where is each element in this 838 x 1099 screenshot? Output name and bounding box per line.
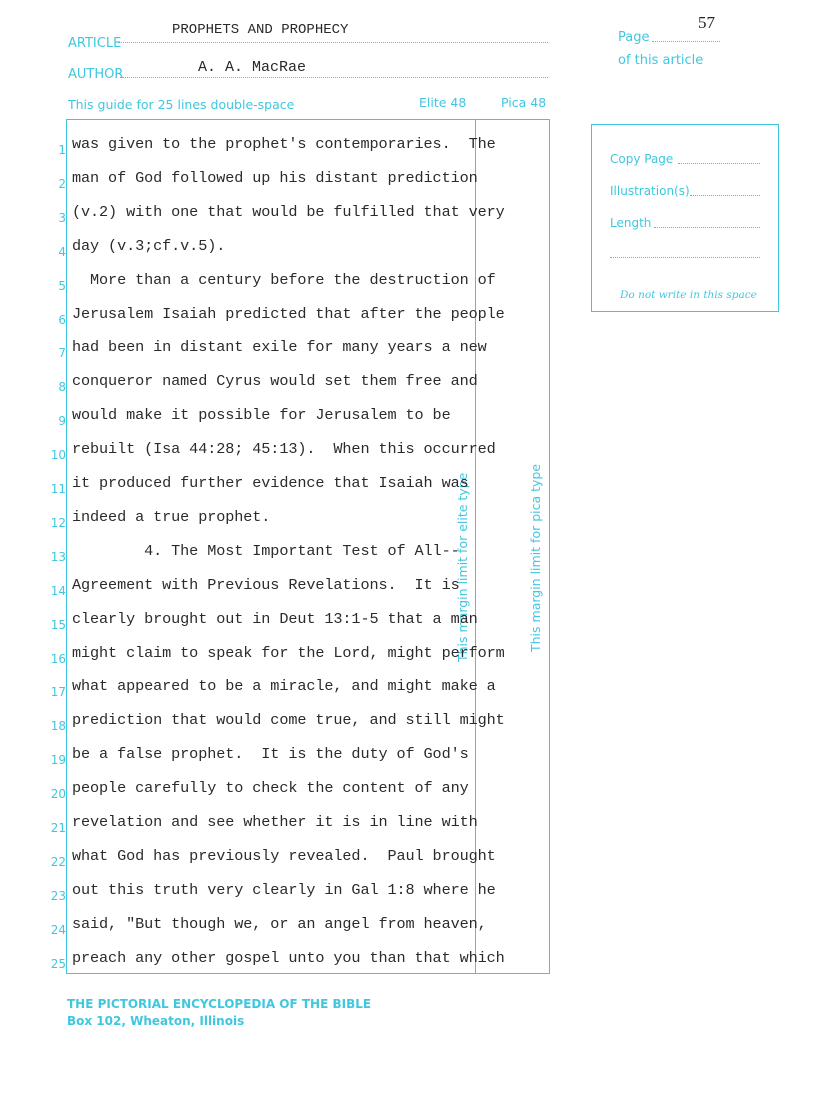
typed-line: preach any other gospel unto you than that which bbox=[72, 949, 505, 967]
typed-line: clearly brought out in Deut 13:1-5 that a man bbox=[72, 610, 478, 628]
do-not-write-note: Do not write in this space bbox=[620, 289, 757, 301]
line-number: 3 bbox=[58, 211, 66, 225]
line-number: 12 bbox=[50, 516, 66, 530]
line-number: 6 bbox=[58, 313, 66, 327]
typed-line: it produced further evidence that Isaiah was bbox=[72, 474, 469, 492]
editor-box bbox=[591, 124, 779, 312]
pica-label: Pica 48 bbox=[501, 95, 547, 110]
line-number: 16 bbox=[50, 652, 66, 666]
typed-line: day (v.3;cf.v.5). bbox=[72, 237, 226, 255]
line-number: 8 bbox=[58, 380, 66, 394]
line-number: 25 bbox=[50, 957, 66, 971]
typed-line: prediction that would come true, and still might bbox=[72, 711, 505, 729]
guide-text: This guide for 25 lines double-space bbox=[68, 97, 295, 112]
typed-line: Jerusalem Isaiah predicted that after the people bbox=[72, 305, 505, 323]
pica-margin-label: This margin limit for pica type bbox=[528, 463, 543, 652]
typed-line: (v.2) with one that would be fulfilled that very bbox=[72, 203, 505, 221]
line-number: 21 bbox=[50, 821, 66, 835]
typed-line: people carefully to check the content of any bbox=[72, 779, 469, 797]
typed-line: 4. The Most Important Test of All-- bbox=[72, 542, 460, 560]
line-number: 17 bbox=[50, 685, 66, 699]
illustrations-label: Illustration(s) bbox=[610, 184, 690, 198]
typed-line: what appeared to be a miracle, and might make a bbox=[72, 677, 496, 695]
typed-line: might claim to speak for the Lord, might perform bbox=[72, 644, 505, 662]
footer-publisher: THE PICTORIAL ENCYCLOPEDIA OF THE BIBLE bbox=[67, 997, 372, 1011]
article-dotline bbox=[118, 42, 548, 43]
line-number: 24 bbox=[50, 923, 66, 937]
line-number: 11 bbox=[50, 482, 66, 496]
typed-line: had been in distant exile for many years a new bbox=[72, 338, 487, 356]
line-number: 23 bbox=[50, 889, 66, 903]
article-label: ARTICLE bbox=[68, 36, 122, 51]
line-number: 9 bbox=[58, 414, 66, 428]
blank-dotline bbox=[610, 257, 760, 258]
typed-line: would make it possible for Jerusalem to be bbox=[72, 406, 451, 424]
length-label: Length bbox=[610, 216, 652, 230]
page-dotline bbox=[652, 41, 720, 42]
footer-address: Box 102, Wheaton, Illinois bbox=[67, 1014, 245, 1028]
typed-line: More than a century before the destruction of bbox=[72, 271, 496, 289]
elite-margin-label: This margin limit for elite type bbox=[455, 472, 470, 662]
article-title: PROPHETS AND PROPHECY bbox=[172, 22, 349, 38]
elite-label: Elite 48 bbox=[419, 95, 467, 110]
illustrations-dotline bbox=[690, 195, 760, 196]
typed-line: was given to the prophet's contemporaries. The bbox=[72, 135, 496, 153]
typed-line: out this truth very clearly in Gal 1:8 where he bbox=[72, 881, 496, 899]
line-number: 19 bbox=[50, 753, 66, 767]
length-dotline bbox=[654, 227, 760, 228]
typed-line: man of God followed up his distant prediction bbox=[72, 169, 478, 187]
line-number: 5 bbox=[58, 279, 66, 293]
typed-line: revelation and see whether it is in line with bbox=[72, 813, 478, 831]
line-number: 20 bbox=[50, 787, 66, 801]
typed-line: be a false prophet. It is the duty of God's bbox=[72, 745, 469, 763]
line-number: 22 bbox=[50, 855, 66, 869]
line-number: 15 bbox=[50, 618, 66, 632]
line-number: 18 bbox=[50, 719, 66, 733]
line-number: 13 bbox=[50, 550, 66, 564]
typed-line: rebuilt (Isa 44:28; 45:13). When this occurred bbox=[72, 440, 496, 458]
page-number: 57 bbox=[698, 13, 715, 32]
copy-page-dotline bbox=[678, 163, 760, 164]
page-label: Page bbox=[618, 30, 650, 45]
copy-page-label: Copy Page bbox=[610, 152, 674, 166]
line-number: 2 bbox=[58, 177, 66, 191]
typed-line: Agreement with Previous Revelations. It is bbox=[72, 576, 460, 594]
typed-line: what God has previously revealed. Paul brought bbox=[72, 847, 496, 865]
line-number: 14 bbox=[50, 584, 66, 598]
line-number: 4 bbox=[58, 245, 66, 259]
author-label: AUTHOR bbox=[68, 67, 124, 82]
line-number: 7 bbox=[58, 346, 66, 360]
page-of-label: of this article bbox=[618, 53, 704, 68]
typed-line: indeed a true prophet. bbox=[72, 508, 271, 526]
author-dotline bbox=[120, 77, 548, 78]
line-number: 1 bbox=[58, 143, 66, 157]
typed-line: conqueror named Cyrus would set them free and bbox=[72, 372, 478, 390]
typed-line: said, "But though we, or an angel from heaven, bbox=[72, 915, 487, 933]
line-number: 10 bbox=[50, 448, 66, 462]
author-name: A. A. MacRae bbox=[198, 59, 307, 76]
